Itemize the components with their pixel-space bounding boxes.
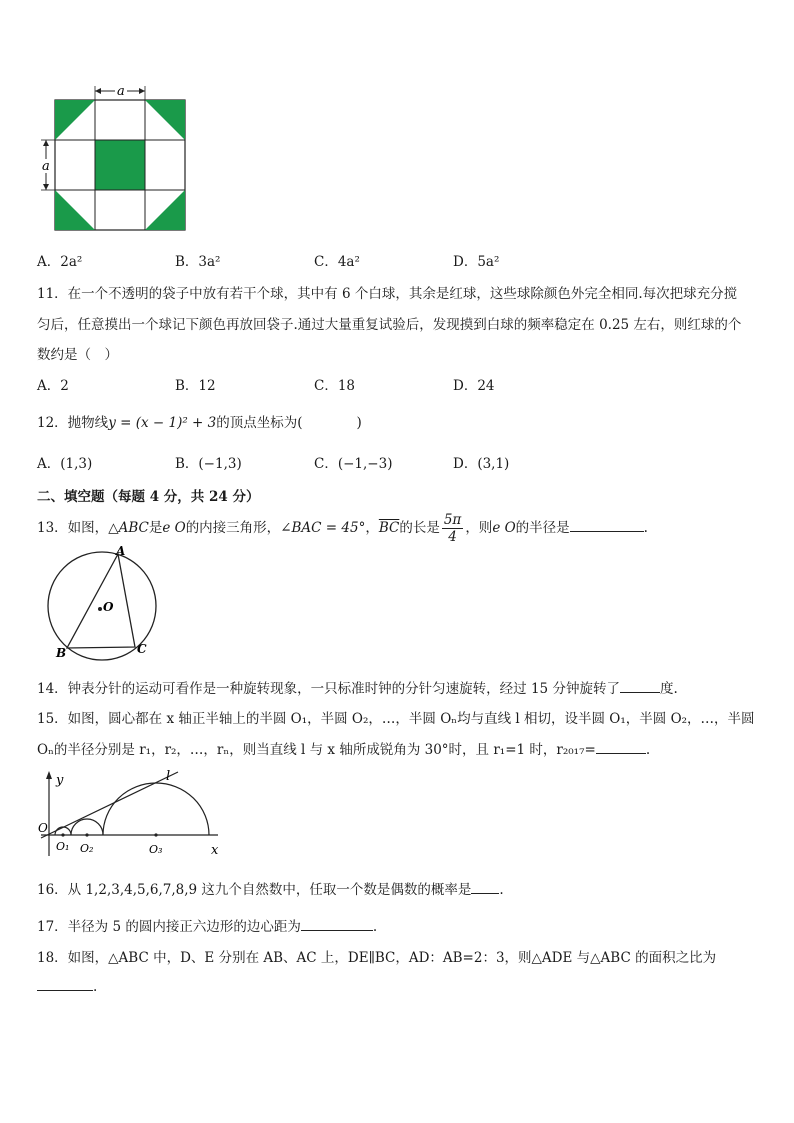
label-A: A [116,544,126,558]
q13-circle: e O [492,520,516,536]
q13-text: ，则 [465,520,493,536]
q10-option-a: A．2a² [37,254,83,270]
q13-arc: $\overline{BC}$ [378,520,400,536]
q14-stem [37,677,678,697]
q17-stem [37,915,377,935]
q13-circle-figure [40,543,170,663]
corner-triangle [145,190,185,230]
q11-line-3: 数约是（ ） [37,347,118,363]
q12-formula: y = (x − 1)² + 3 [108,415,217,431]
q15-line-1: 15．如图，圆心都在 x 轴正半轴上的半圆 O₁，半圆 O₂，…，半圆 Oₙ均与直线 l 相切，设半圆 O₁，半圆 O₂，…，半圆 [37,711,755,727]
q10-option-d: D．5a² [453,254,500,270]
q11-line-1: 11．在一个不透明的袋子中放有若干个球，其中有 6 个白球，其余是红球，这些球除颜色外完全相同.每次把球充分搅 [37,286,738,302]
answer-blank[interactable] [471,881,499,894]
q13-text: 的半径是 [515,520,570,536]
q15-line-2 [37,738,650,758]
q13-text: 13．如图， [37,520,109,536]
q16-stem [37,878,504,898]
q13-angle: ∠BAC = 45° [280,520,366,536]
section-title: 二、填空题（每题 4 分，共 24 分） [37,489,260,505]
q11-option-d: D．24 [453,378,495,394]
q12-option-c: C．(−1,−3) [314,456,393,472]
q15-text: Oₙ的半径分别是 r₁，r₂，…，rₙ，则当直线 l 与 x 轴所成锐角为 30°时，且 r₁=1 时，r₂₀₁₇= [37,742,596,758]
q15-end: . [645,742,651,758]
q10-figure [38,82,190,234]
q11-option-b: B．12 [175,378,216,394]
q18-answer-line [37,978,97,995]
fraction-numerator: 5π [443,512,462,528]
q13-text: 的内接三角形， [185,520,281,536]
label-a-left: a [42,159,50,174]
label-O: O [38,821,48,835]
q12-option-a: A．(1,3) [37,456,93,472]
q16-text: 16．从 1,2,3,4,5,6,7,8,9 这九个自然数中，任取一个数是偶数的概率是 [37,882,472,898]
q14-end: 度. [659,681,678,697]
q13-text: 是 [148,520,163,536]
q13-circle: e O [162,520,186,536]
q15-semicircles-figure [36,768,236,860]
q12-suffix: 的顶点坐标为( ) [216,415,362,431]
q13-fraction [442,512,463,545]
q12-option-d: D．(3,1) [453,456,510,472]
q18-end: . [93,979,98,995]
q16-end: . [499,882,504,898]
q12-stem [37,411,362,431]
q17-text: 17．半径为 5 的圆内接正六边形的边心距为 [37,919,301,935]
label-B: B [56,646,67,660]
q13-text: 的长是 [399,520,440,536]
center-square [95,140,145,190]
answer-blank[interactable] [301,918,373,931]
q11-option-a: A．2 [37,378,69,394]
label-O: O [103,600,114,614]
label-x: x [211,843,219,858]
label-O2: O₂ [80,842,94,855]
q12-prefix: 12．抛物线 [37,415,109,431]
q13-triangle: △ABC [108,520,149,536]
fraction-denominator: 4 [448,529,457,545]
q10-option-b: B．3a² [175,254,221,270]
q13-text: ， [365,520,379,536]
q13-end: . [643,520,648,536]
label-l: l [166,769,171,784]
q17-end: . [372,919,378,935]
label-O1: O₁ [56,840,70,853]
label-a-top: a [117,84,125,99]
answer-blank[interactable] [570,519,644,532]
answer-blank[interactable] [596,741,646,754]
q14-text: 14．钟表分针的运动可看作是一种旋转现象，一只标准时钟的分针匀速旋转，经过 15 分钟旋转了 [37,681,620,697]
corner-triangle [55,190,95,230]
label-C: C [137,642,147,656]
corner-triangle [145,100,185,140]
q10-option-c: C．4a² [314,254,360,270]
label-O3: O₃ [149,843,163,856]
q11-option-c: C．18 [314,378,356,394]
q13-stem [37,512,648,545]
q12-option-b: B．(−1,3) [175,456,242,472]
q11-line-2: 匀后，任意摸出一个球记下颜色再放回袋子.通过大量重复试验后，发现摸到白球的频率稳定在 0.25 左右，则红球的个 [37,317,742,333]
answer-blank[interactable] [37,978,93,991]
label-y: y [56,773,64,788]
corner-triangle [55,100,95,140]
q18-stem: 18．如图，△ABC 中，D、E 分别在 AB、AC 上，DE∥BC，AD：AB=2：3，则△ADE 与△ABC 的面积之比为 [37,950,717,966]
answer-blank[interactable] [620,680,660,693]
